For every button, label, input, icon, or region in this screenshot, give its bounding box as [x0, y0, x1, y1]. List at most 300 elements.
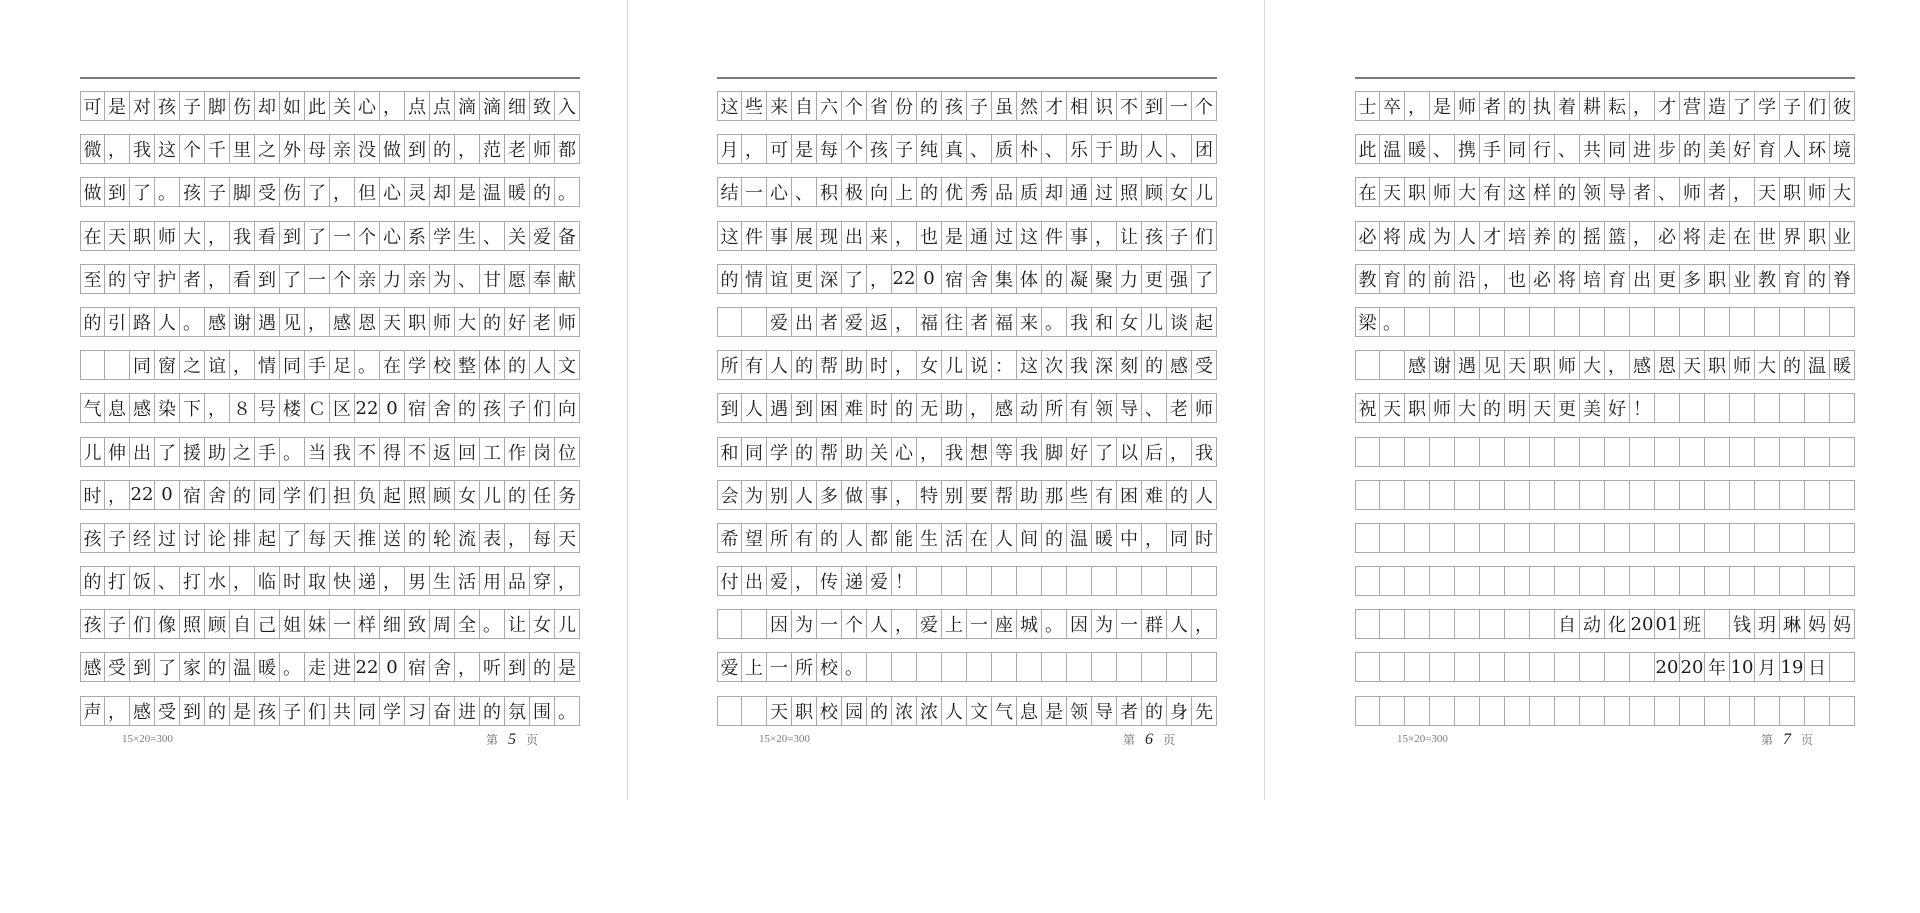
grid-cell: 0 [154, 480, 180, 510]
grid-cell: 了 [841, 264, 867, 294]
grid-cell [1654, 523, 1680, 553]
grid-row [717, 437, 1217, 467]
grid-cell: 到 [717, 393, 742, 423]
grid-cell: 浓 [891, 696, 917, 726]
grid-cell [1779, 437, 1805, 467]
grid-cell: 可 [766, 134, 792, 164]
grid-cell [1429, 652, 1455, 682]
grid-cell: 时 [866, 393, 892, 423]
grid-cell: 梁 [1355, 307, 1380, 337]
grid-cell: 师 [1804, 177, 1830, 207]
grid-cell: 时 [80, 480, 105, 510]
grid-cell [717, 307, 742, 337]
grid-cell: ， [891, 480, 917, 510]
grid-cell [1729, 523, 1755, 553]
grid-cell: 助 [1116, 134, 1142, 164]
grid-cell [1554, 652, 1580, 682]
grid-cell: 城 [1016, 609, 1042, 639]
grid-cell [1579, 307, 1605, 337]
grid-cell: 妹 [304, 609, 330, 639]
grid-cell: 帮 [991, 480, 1017, 510]
grid-cell: 看 [229, 264, 255, 294]
grid-cell: 领 [1091, 393, 1117, 423]
grid-cell: 界 [1779, 221, 1805, 251]
grid-cell: ， [229, 566, 255, 596]
grid-cell: 因 [766, 609, 792, 639]
grid-cell [1604, 652, 1630, 682]
grid-cell: 情 [741, 264, 767, 294]
grid-cell: 同 [741, 437, 767, 467]
grid-cell: 、 [791, 177, 817, 207]
grid-cell: 孩 [866, 134, 892, 164]
grid-row [80, 177, 580, 207]
grid-cell: 有 [791, 523, 817, 553]
grid-cell: 脊 [1829, 264, 1855, 294]
grid-cell: 、 [1166, 134, 1192, 164]
grid-cell: 了 [154, 652, 180, 682]
grid-cell [104, 350, 130, 380]
grid-cell: 品 [991, 177, 1017, 207]
grid-cell: 的 [1141, 350, 1167, 380]
grid-cell: 将 [1554, 264, 1580, 294]
grid-cell: 会 [717, 480, 742, 510]
grid-cell [1529, 307, 1555, 337]
grid-cell: 同 [1504, 134, 1530, 164]
grid-cell [1704, 480, 1730, 510]
grid-cell [1016, 566, 1042, 596]
grid-cell [1579, 480, 1605, 510]
grid-cell: 关 [329, 91, 355, 121]
grid-cell: 滴 [454, 91, 480, 121]
grid-cell [1804, 480, 1830, 510]
grid-cell: ， [204, 393, 230, 423]
grid-cell: 之 [179, 350, 205, 380]
grid-row [717, 307, 1217, 337]
grid-cell: 温 [1379, 134, 1405, 164]
grid-cell [1679, 480, 1705, 510]
top-rule [717, 77, 1217, 79]
grid-cell: 女 [1166, 177, 1192, 207]
grid-cell: 了 [1191, 264, 1217, 294]
grid-cell: 这 [717, 91, 742, 121]
grid-cell: ， [379, 91, 405, 121]
grid-cell: 步 [1654, 134, 1680, 164]
grid-cell: 职 [1529, 350, 1555, 380]
grid-cell: 钱 [1729, 609, 1755, 639]
grid-cell: ８ [229, 393, 255, 423]
grid-cell: 同 [129, 350, 155, 380]
grid-cell: 力 [379, 264, 405, 294]
grid-cell: 的 [891, 393, 917, 423]
grid-row [1355, 480, 1855, 510]
grid-cell: 人 [1779, 134, 1805, 164]
grid-cell: 每 [816, 134, 842, 164]
grid-row [717, 566, 1217, 596]
grid-cell: 、 [966, 134, 992, 164]
grid-cell [1379, 609, 1405, 639]
grid-cell: 担 [329, 480, 355, 510]
grid-cell: 了 [304, 221, 330, 251]
grid-row [1355, 221, 1855, 251]
grid-cell: 个 [329, 264, 355, 294]
grid-cell: 纯 [916, 134, 942, 164]
grid-cell [1404, 566, 1430, 596]
grid-cell [1754, 437, 1780, 467]
grid-cell: 过 [991, 221, 1017, 251]
grid-cell: 儿 [554, 609, 580, 639]
grid-cell: 妈 [1804, 609, 1830, 639]
grid-cell: 入 [554, 91, 580, 121]
grid-cell: 如 [279, 91, 305, 121]
grid-cell: 者 [1704, 177, 1730, 207]
grid-cell: 爱 [841, 307, 867, 337]
grid-cell: 同 [279, 350, 305, 380]
grid-cell: 的 [80, 307, 105, 337]
grid-cell [1529, 609, 1555, 639]
grid-cell: 子 [504, 393, 530, 423]
grid-cell: 祝 [1355, 393, 1380, 423]
grid-cell: 学 [379, 696, 405, 726]
grid-cell: 窗 [154, 350, 180, 380]
grid-cell: 者 [1479, 91, 1505, 121]
grid-cell: 些 [741, 91, 767, 121]
grid-cell: 助 [841, 350, 867, 380]
grid-cell: 里 [229, 134, 255, 164]
grid-cell [1479, 480, 1505, 510]
grid-cell: 的 [504, 480, 530, 510]
grid-cell: 是 [104, 91, 130, 121]
grid-cell: 、 [1141, 393, 1167, 423]
writing-grid [80, 91, 580, 739]
grid-cell: 耕 [1579, 91, 1605, 121]
grid-cell [1191, 652, 1217, 682]
grid-cell: 必 [1654, 221, 1680, 251]
grid-cell: 家 [179, 652, 205, 682]
grid-cell: 子 [104, 609, 130, 639]
grid-cell: 师 [1729, 350, 1755, 380]
grid-cell: 人 [1454, 221, 1480, 251]
grid-cell [1579, 437, 1605, 467]
grid-cell: 的 [104, 264, 130, 294]
grid-cell: 的 [1166, 480, 1192, 510]
grid-cell: 递 [841, 566, 867, 596]
grid-cell: 息 [1016, 696, 1042, 726]
grid-cell: 的 [454, 393, 480, 423]
grid-cell: 学 [404, 350, 430, 380]
grid-cell: 在 [80, 221, 105, 251]
grid-cell: ， [104, 480, 130, 510]
grid-cell: 为 [1091, 609, 1117, 639]
grid-cell: 的 [1779, 350, 1805, 380]
grid-cell [1829, 652, 1855, 682]
grid-cell [866, 652, 892, 682]
grid-cell: 气 [80, 393, 105, 423]
grid-row [1355, 652, 1855, 682]
grid-cell: 舍 [429, 652, 455, 682]
grid-cell: 每 [529, 523, 555, 553]
grid-cell: 讨 [179, 523, 205, 553]
grid-cell: 返 [429, 437, 455, 467]
grid-cell: 人 [529, 350, 555, 380]
grid-cell: 照 [1116, 177, 1142, 207]
grid-cell: 一 [766, 652, 792, 682]
grid-cell: 必 [1529, 264, 1555, 294]
grid-cell: 人 [791, 480, 817, 510]
grid-cell [1404, 307, 1430, 337]
grid-cell: 之 [229, 437, 255, 467]
grid-cell: ， [741, 134, 767, 164]
grid-cell [941, 566, 967, 596]
grid-cell: 、 [1429, 134, 1455, 164]
grid-cell: 座 [991, 609, 1017, 639]
grid-cell: 顾 [429, 480, 455, 510]
grid-cell: 在 [379, 350, 405, 380]
grid-row [1355, 393, 1855, 423]
page-label-prefix: 第 [1123, 733, 1136, 747]
page-number: 5 [508, 731, 517, 748]
grid-cell: 困 [1116, 480, 1142, 510]
grid-cell: 那 [1041, 480, 1067, 510]
grid-cell: 的 [916, 177, 942, 207]
grid-cell: 氛 [504, 696, 530, 726]
grid-cell: 女 [916, 350, 942, 380]
grid-cell [1554, 307, 1580, 337]
grid-row [717, 523, 1217, 553]
grid-cell: 师 [1429, 393, 1455, 423]
grid-cell: 的 [479, 696, 505, 726]
grid-cell: 我 [941, 437, 967, 467]
grid-cell: 看 [254, 221, 280, 251]
grid-cell: 谊 [766, 264, 792, 294]
grid-cell [1479, 437, 1505, 467]
grid-cell: 。 [1041, 609, 1067, 639]
grid-cell: 关 [866, 437, 892, 467]
grid-cell [1604, 696, 1630, 726]
grid-cell: 必 [1355, 221, 1380, 251]
grid-cell: 人 [741, 393, 767, 423]
grid-cell: 样 [354, 609, 380, 639]
grid-cell: 质 [1016, 177, 1042, 207]
grid-cell: 一 [1166, 91, 1192, 121]
grid-cell: 手 [254, 437, 280, 467]
grid-cell: 生 [429, 566, 455, 596]
grid-cell [1829, 696, 1855, 726]
grid-cell: 我 [1066, 307, 1092, 337]
grid-cell: 20 [1679, 652, 1705, 682]
grid-cell: 感 [991, 393, 1017, 423]
grid-cell: 好 [1729, 134, 1755, 164]
grid-cell: 周 [429, 609, 455, 639]
grid-row [1355, 134, 1855, 164]
grid-cell: 任 [529, 480, 555, 510]
grid-row [1355, 566, 1855, 596]
grid-cell: ， [204, 221, 230, 251]
grid-cell: 自 [229, 609, 255, 639]
grid-cell: 宿 [404, 393, 430, 423]
grid-cell [1704, 609, 1730, 639]
manuscript-page-7 [1275, 0, 1900, 913]
grid-cell: ， [229, 350, 255, 380]
grid-cell [1679, 696, 1705, 726]
grid-cell: 们 [129, 609, 155, 639]
grid-cell [1679, 523, 1705, 553]
grid-cell: 也 [916, 221, 942, 251]
grid-row [717, 134, 1217, 164]
grid-cell: 致 [529, 91, 555, 121]
page-label [1761, 731, 1813, 749]
grid-cell [1804, 437, 1830, 467]
grid-cell: 凝 [1066, 264, 1092, 294]
grid-cell: 为 [1429, 221, 1455, 251]
grid-cell: 温 [1066, 523, 1092, 553]
grid-cell: 育 [1604, 264, 1630, 294]
grid-cell: 事 [1066, 221, 1092, 251]
grid-cell: 走 [304, 652, 330, 682]
writing-grid [717, 91, 1217, 739]
grid-cell [1779, 523, 1805, 553]
grid-cell: 受 [104, 652, 130, 682]
grid-cell: 做 [841, 480, 867, 510]
grid-cell: 没 [354, 134, 380, 164]
grid-cell: 19 [1779, 652, 1805, 682]
grid-cell: 到 [279, 221, 305, 251]
grid-cell: 我 [1191, 437, 1217, 467]
grid-row [1355, 177, 1855, 207]
grid-cell: 师 [429, 307, 455, 337]
grid-cell: ， [1479, 264, 1505, 294]
grid-row [1355, 350, 1855, 380]
grid-cell: 养 [1529, 221, 1555, 251]
grid-cell: 打 [104, 566, 130, 596]
page-label-suffix: 页 [526, 733, 539, 747]
grid-cell: 人 [154, 307, 180, 337]
grid-cell: 女 [1116, 307, 1142, 337]
grid-cell: 习 [404, 696, 430, 726]
grid-cell: 所 [766, 523, 792, 553]
grid-cell: 的 [204, 652, 230, 682]
grid-cell: 所 [717, 350, 742, 380]
grid-cell: 大 [454, 307, 480, 337]
grid-cell: 孩 [154, 91, 180, 121]
grid-cell: 深 [1091, 350, 1117, 380]
grid-cell: 。 [154, 177, 180, 207]
grid-cell: 当 [304, 437, 330, 467]
grid-cell: 人 [1141, 134, 1167, 164]
grid-cell: 卒 [1379, 91, 1405, 121]
grid-cell: 出 [741, 566, 767, 596]
grid-cell: 个 [354, 221, 380, 251]
grid-cell [717, 609, 742, 639]
grid-cell: 培 [1504, 221, 1530, 251]
grid-cell: 别 [941, 480, 967, 510]
grid-cell: 20 [1654, 652, 1680, 682]
grid-cell: 同 [354, 696, 380, 726]
grid-cell [1654, 696, 1680, 726]
grid-cell: 水 [204, 566, 230, 596]
grid-cell: 的 [1041, 523, 1067, 553]
grid-cell: 经 [129, 523, 155, 553]
grid-cell: 的 [866, 696, 892, 726]
grid-cell [1629, 437, 1655, 467]
grid-cell [1355, 652, 1380, 682]
grid-row [1355, 609, 1855, 639]
grid-cell: 的 [1679, 134, 1705, 164]
grid-cell: 这 [717, 221, 742, 251]
grid-cell [1754, 566, 1780, 596]
grid-cell: 天 [1504, 350, 1530, 380]
grid-cell: 号 [254, 393, 280, 423]
grid-cell: 间 [1016, 523, 1042, 553]
grid-cell [1804, 696, 1830, 726]
grid-cell: 耘 [1604, 91, 1630, 121]
grid-cell: 执 [1529, 91, 1555, 121]
grid-cell: 份 [891, 91, 917, 121]
grid-cell: 守 [129, 264, 155, 294]
grid-cell: 奋 [429, 696, 455, 726]
grid-cell: 感 [1629, 350, 1655, 380]
grid-cell: 美 [1704, 134, 1730, 164]
grid-cell [1804, 307, 1830, 337]
grid-cell: 子 [966, 91, 992, 121]
grid-cell: 心 [379, 177, 405, 207]
grid-cell [1404, 480, 1430, 510]
grid-cell: 为 [791, 609, 817, 639]
grid-row [1355, 696, 1855, 726]
grid-cell: 人 [866, 609, 892, 639]
grid-cell: 奉 [529, 264, 555, 294]
grid-cell [1066, 652, 1092, 682]
grid-cell [1379, 523, 1405, 553]
grid-cell [1504, 437, 1530, 467]
grid-cell: 0 [379, 393, 405, 423]
grid-row [1355, 307, 1855, 337]
grid-cell: ， [1191, 609, 1217, 639]
grid-cell: 对 [129, 91, 155, 121]
grid-cell: 我 [329, 437, 355, 467]
grid-cell: 老 [1166, 393, 1192, 423]
grid-cell: 恩 [1654, 350, 1680, 380]
grid-cell [1529, 523, 1555, 553]
grid-cell [1355, 523, 1380, 553]
grid-cell: 岗 [529, 437, 555, 467]
grid-cell: 们 [304, 480, 330, 510]
grid-row [80, 523, 580, 553]
grid-cell: 导 [1091, 696, 1117, 726]
grid-row [717, 177, 1217, 207]
grid-row [80, 609, 580, 639]
grid-cell: 孩 [179, 177, 205, 207]
grid-cell [1091, 652, 1117, 682]
grid-cell: 教 [1754, 264, 1780, 294]
grid-cell: 心 [891, 437, 917, 467]
grid-cell [1041, 566, 1067, 596]
grid-cell: 的 [916, 91, 942, 121]
grid-cell: 环 [1804, 134, 1830, 164]
grid-cell: 大 [179, 221, 205, 251]
grid-cell: 者 [1629, 177, 1655, 207]
grid-cell: 谢 [1429, 350, 1455, 380]
grid-cell [1504, 480, 1530, 510]
grid-cell: 儿 [479, 480, 505, 510]
grid-cell [966, 652, 992, 682]
grid-cell: 起 [379, 480, 405, 510]
grid-cell: 感 [329, 307, 355, 337]
grid-cell: 穿 [529, 566, 555, 596]
grid-cell: 。 [354, 350, 380, 380]
grid-cell: 子 [1166, 221, 1192, 251]
grid-cell: 传 [816, 566, 842, 596]
grid-cell: 也 [1504, 264, 1530, 294]
